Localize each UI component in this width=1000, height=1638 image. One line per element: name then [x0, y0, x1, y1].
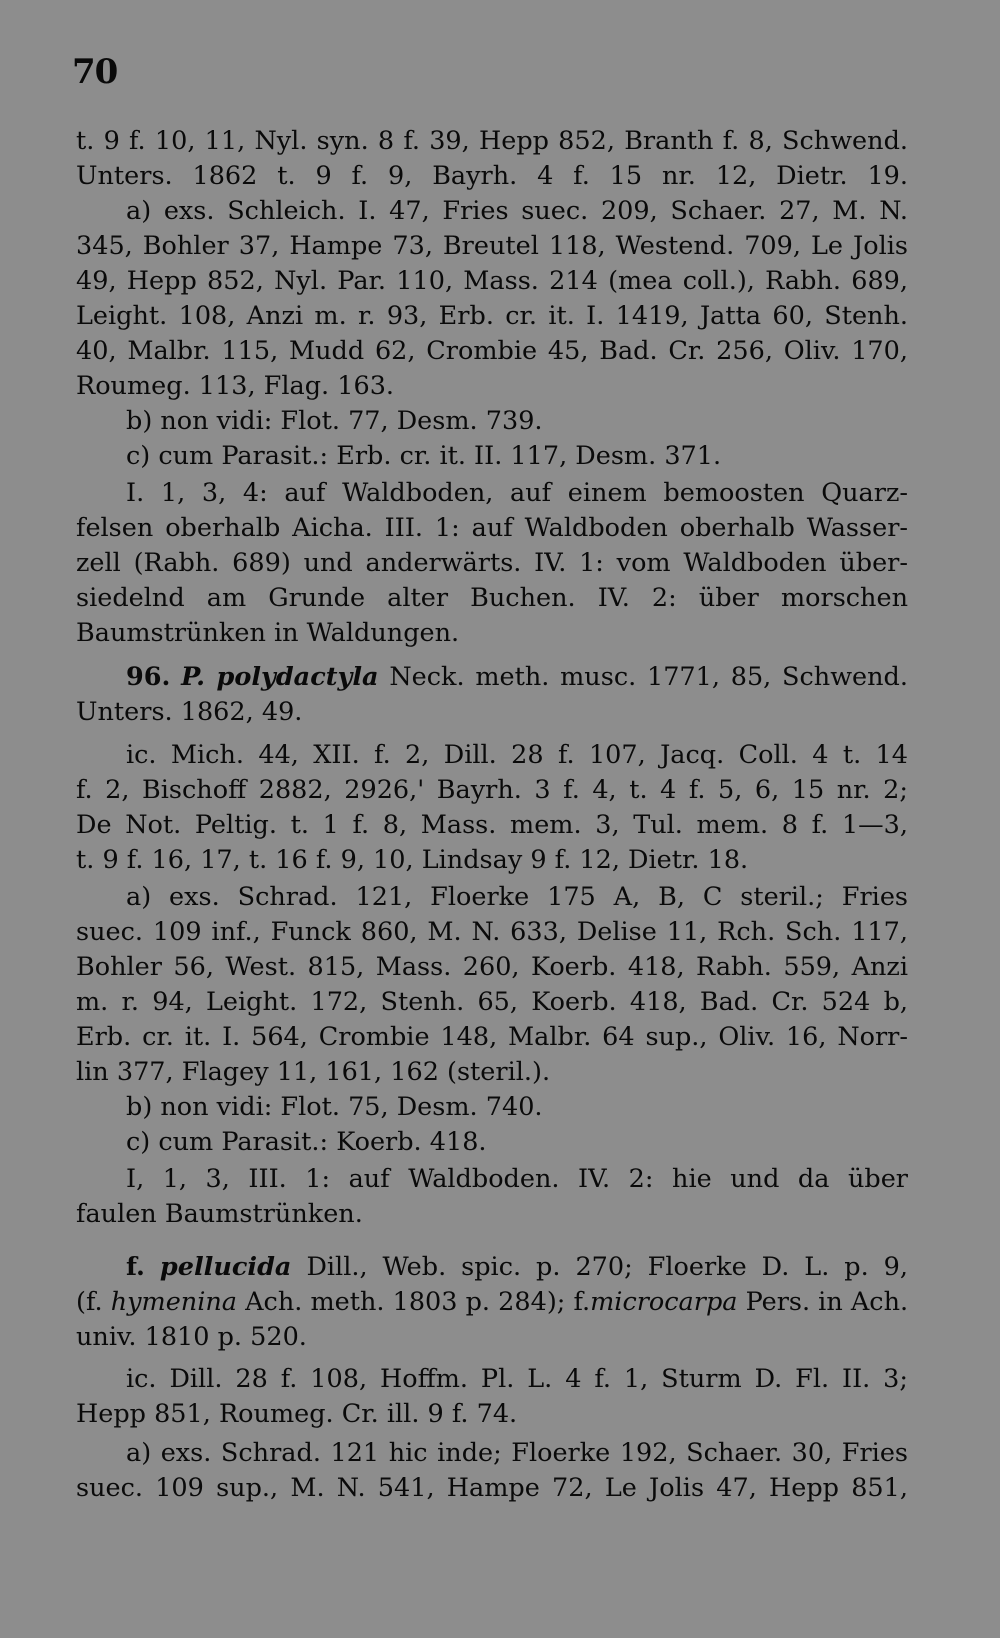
text-line: Leight. 108, Anzi m. r. 93, Erb. cr. it. I. 1419, Jatta 60, Stenh.	[76, 301, 908, 331]
text-line: I, 1, 3, III. 1: auf Waldboden. IV. 2: hie und da über	[126, 1164, 908, 1194]
references-continued	[76, 124, 908, 474]
species-name: P. polydactyla	[181, 662, 379, 692]
text-line: felsen oberhalb Aicha. III. 1: auf Waldboden oberhalb Wasser-	[76, 513, 908, 543]
forma-name: pellucida	[159, 1252, 292, 1282]
text-line: Unters. 1862 t. 9 f. 9, Bayrh. 4 f. 15 nr. 12, Dietr. 19.	[76, 161, 908, 191]
text-line: b) non vidi: Flot. 77, Desm. 739.	[126, 406, 543, 436]
forma-entry	[76, 1250, 908, 1355]
text-line: t. 9 f. 10, 11, Nyl. syn. 8 f. 39, Hepp 852, Branth f. 8, Schwend.	[76, 126, 908, 156]
species-number: 96.	[126, 662, 171, 692]
text-line: 345, Bohler 37, Hampe 73, Breutel 118, Westend. 709, Le Jolis	[76, 231, 908, 261]
text-line: siedelnd am Grunde alter Buchen. IV. 2: über morschen	[76, 583, 908, 613]
text-segment: Pers. in Ach.	[745, 1287, 908, 1317]
text-line: f. 2, Bischoff 2882, 2926,' Bayrh. 3 f. 4, t. 4 f. 5, 6, 15 nr. 2;	[76, 775, 908, 805]
exsiccatae-paragraph-2	[76, 1436, 908, 1506]
text-line: a) exs. Schleich. I. 47, Fries suec. 209, Schaer. 27, M. N.	[126, 196, 908, 226]
exsiccatae-paragraph	[76, 880, 908, 1160]
text-line: c) cum Parasit.: Koerb. 418.	[126, 1127, 487, 1157]
text-segment: (f.	[76, 1287, 103, 1317]
forma-label: f.	[126, 1252, 145, 1282]
icones-paragraph	[76, 738, 908, 878]
text-line: a) exs. Schrad. 121 hic inde; Floerke 192, Schaer. 30, Fries	[126, 1438, 908, 1468]
text-line: suec. 109 inf., Funck 860, M. N. 633, Delise 11, Rch. Sch. 117,	[76, 917, 908, 947]
text-line: I. 1, 3, 4: auf Waldboden, auf einem bemoosten Quarz-	[126, 478, 908, 508]
forma-citation: Dill., Web. spic. p. 270; Floerke D. L. p. 9,	[306, 1252, 908, 1282]
forma-heading	[76, 1250, 908, 1285]
text-line: zell (Rabh. 689) und anderwärts. IV. 1: vom Waldboden über-	[76, 548, 908, 578]
text-line: c) cum Parasit.: Erb. cr. it. II. 117, Desm. 371.	[126, 441, 722, 471]
page-number: 70	[72, 52, 118, 92]
text-line: Baumstrünken in Waldungen.	[76, 618, 460, 648]
text-line: Bohler 56, West. 815, Mass. 260, Koerb. 418, Rabh. 559, Anzi	[76, 952, 908, 982]
text-line: ic. Mich. 44, XII. f. 2, Dill. 28 f. 107, Jacq. Coll. 4 t. 14	[126, 740, 908, 770]
text-line: Unters. 1862, 49.	[76, 697, 303, 727]
text-line: Roumeg. 113, Flag. 163.	[76, 371, 395, 401]
text-line: m. r. 94, Leight. 172, Stenh. 65, Koerb. 418, Bad. Cr. 524 b,	[76, 987, 908, 1017]
text-line: b) non vidi: Flot. 75, Desm. 740.	[126, 1092, 543, 1122]
text-line: Erb. cr. it. I. 564, Crombie 148, Malbr. 64 sup., Oliv. 16, Norr-	[76, 1022, 908, 1052]
localities-paragraph-2	[76, 1162, 908, 1232]
species-entry-96	[76, 660, 908, 730]
synonym-name: microcarpa	[590, 1287, 738, 1317]
text-line: univ. 1810 p. 520.	[76, 1322, 307, 1352]
text-line: 49, Hepp 852, Nyl. Par. 110, Mass. 214 (mea coll.), Rabh. 689,	[76, 266, 908, 296]
text-line: Hepp 851, Roumeg. Cr. ill. 9 f. 74.	[76, 1399, 518, 1429]
text-segment: Ach. meth. 1803 p. 284); f.	[245, 1287, 591, 1317]
text-line: a) exs. Schrad. 121, Floerke 175 A, B, C steril.; Fries	[126, 882, 908, 912]
species-citation: Neck. meth. musc. 1771, 85, Schwend.	[389, 662, 908, 692]
synonym-name: hymenina	[110, 1287, 238, 1317]
species-heading	[76, 660, 908, 695]
text-line: suec. 109 sup., M. N. 541, Hampe 72, Le Jolis 47, Hepp 851,	[76, 1473, 908, 1503]
icones-paragraph-2	[76, 1362, 908, 1432]
text-line: lin 377, Flagey 11, 161, 162 (steril.).	[76, 1057, 551, 1087]
text-line: t. 9 f. 16, 17, t. 16 f. 9, 10, Lindsay 9 f. 12, Dietr. 18.	[76, 845, 749, 875]
text-line	[76, 1285, 908, 1320]
localities-paragraph	[76, 476, 908, 651]
text-line: 40, Malbr. 115, Mudd 62, Crombie 45, Bad. Cr. 256, Oliv. 170,	[76, 336, 908, 366]
text-line: faulen Baumstrünken.	[76, 1199, 363, 1229]
text-line: ic. Dill. 28 f. 108, Hoffm. Pl. L. 4 f. 1, Sturm D. Fl. II. 3;	[126, 1364, 908, 1394]
text-line: De Not. Peltig. t. 1 f. 8, Mass. mem. 3, Tul. mem. 8 f. 1—3,	[76, 810, 908, 840]
